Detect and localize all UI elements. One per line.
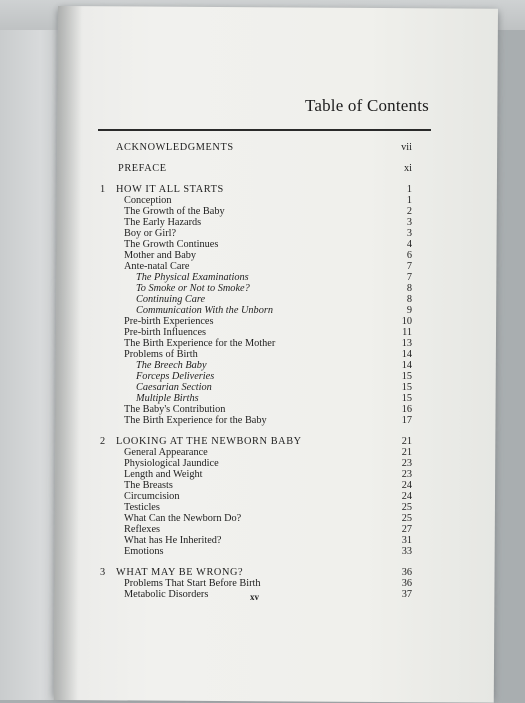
entry-title: PREFACE (118, 163, 167, 174)
chapter-number: 3 (100, 567, 106, 578)
entry-page-number: 17 (401, 415, 412, 426)
entry-page-number: 16 (401, 404, 412, 415)
entry-title: Ante-natal Care (124, 261, 190, 272)
toc-entry (100, 447, 412, 458)
entry-page-number: 7 (406, 261, 412, 272)
entry-page-number: 1 (406, 184, 412, 195)
toc-entry (100, 228, 412, 239)
toc-entry (100, 458, 412, 469)
entry-page-number: 27 (401, 524, 412, 535)
entry-title: Pre-birth Experiences (124, 316, 214, 327)
entry-title: The Growth of the Baby (124, 206, 225, 217)
entry-title: ACKNOWLEDGMENTS (116, 142, 234, 153)
toc-entry (100, 480, 412, 491)
entry-title: WHAT MAY BE WRONG? (116, 567, 244, 578)
entry-title: The Birth Experience for the Baby (124, 415, 267, 426)
entry-title: The Growth Continues (124, 239, 219, 250)
chapter-number: 1 (100, 184, 106, 195)
toc-entry (100, 338, 412, 349)
toc-entry (100, 250, 412, 261)
entry-title: Testicles (124, 502, 160, 513)
entry-title: Communication With the Unborn (136, 305, 274, 316)
entry-page-number: 2 (406, 206, 412, 217)
entry-page-number: 6 (406, 250, 412, 261)
entry-title: The Physical Examinations (136, 272, 249, 283)
toc-entry (100, 239, 412, 250)
entry-page-number: 3 (406, 228, 412, 239)
entry-page-number: 31 (401, 535, 412, 546)
toc-entry (100, 393, 412, 404)
entry-title: Caesarian Section (136, 382, 212, 393)
entry-title: Boy or Girl? (124, 228, 177, 239)
entry-title: Emotions (124, 546, 164, 557)
toc-entry (100, 404, 412, 415)
entry-page-number: 8 (406, 283, 412, 294)
entry-title: Physiological Jaundice (124, 458, 219, 469)
entry-page-number: 24 (401, 480, 412, 491)
entry-title: Metabolic Disorders (124, 589, 209, 600)
entry-page-number: 1 (406, 195, 412, 206)
entry-title: What Can the Newborn Do? (124, 513, 242, 524)
entry-title: Pre-birth Influences (124, 327, 207, 338)
page-title: Table of Contents (304, 96, 429, 115)
entry-page-number: 14 (401, 360, 412, 371)
toc-entry (100, 567, 412, 578)
toc-entry (100, 349, 412, 360)
entry-title: Continuing Care (136, 294, 206, 305)
toc-entry (100, 217, 412, 228)
toc-entry (100, 195, 412, 206)
toc-entry (100, 272, 412, 283)
entry-page-number: 8 (406, 294, 412, 305)
entry-title: The Birth Experience for the Mother (124, 338, 276, 349)
entry-title: Problems of Birth (124, 349, 198, 360)
entry-page-number: 25 (401, 502, 412, 513)
entry-page-number: 10 (401, 316, 412, 327)
entry-title: HOW IT ALL STARTS (116, 184, 224, 195)
toc-entry (100, 327, 412, 338)
entry-page-number: 13 (401, 338, 412, 349)
entry-title: Reflexes (124, 524, 161, 535)
entry-title: Conception (124, 195, 172, 206)
entry-title: Multiple Births (136, 393, 199, 404)
entry-title: What has He Inherited? (124, 535, 222, 546)
entry-title: To Smoke or Not to Smoke? (136, 283, 250, 294)
entry-title: The Breasts (124, 480, 173, 491)
entry-title: Problems That Start Before Birth (124, 578, 261, 589)
toc-entry (100, 502, 412, 513)
entry-page-number: 9 (406, 305, 412, 316)
toc-entry (100, 261, 412, 272)
entry-title: Circumcision (124, 491, 180, 502)
entry-page-number: 15 (401, 393, 412, 404)
toc-entry (100, 469, 412, 480)
entry-title: Forceps Deliveries (136, 371, 215, 382)
entry-title: The Baby's Contribution (124, 404, 226, 415)
entry-title: Mother and Baby (124, 250, 197, 261)
toc-entry (100, 382, 412, 393)
entry-page-number: 37 (401, 589, 412, 600)
entry-page-number: 24 (401, 491, 412, 502)
toc-entry (100, 163, 412, 174)
toc-entry (100, 535, 412, 546)
toc-entry (100, 436, 412, 447)
page-folio: xv (250, 592, 259, 602)
entry-page-number: 4 (406, 239, 412, 250)
entry-page-number: 15 (401, 382, 412, 393)
toc-entry (100, 294, 412, 305)
toc-entry (100, 206, 412, 217)
entry-title: Length and Weight (124, 469, 203, 480)
entry-page-number: 23 (401, 458, 412, 469)
toc-entry (100, 513, 412, 524)
entry-page-number: 21 (401, 436, 412, 447)
toc-entry (100, 305, 412, 316)
entry-title: The Breech Baby (136, 360, 207, 371)
entry-page-number: 21 (401, 447, 412, 458)
entry-page-number: 23 (401, 469, 412, 480)
entry-page-number: 36 (401, 578, 412, 589)
toc-entry (100, 546, 412, 557)
title-rule (98, 129, 431, 131)
entry-title: LOOKING AT THE NEWBORN BABY (116, 436, 302, 447)
entry-page-number: 15 (401, 371, 412, 382)
toc-entry (100, 524, 412, 535)
entry-page-number: 11 (402, 327, 412, 338)
toc-entry (100, 360, 412, 371)
entry-page-number: 14 (401, 349, 412, 360)
entry-title: The Early Hazards (124, 217, 202, 228)
toc-entry (100, 415, 412, 426)
toc-entry (100, 371, 412, 382)
toc-entry (100, 184, 412, 195)
entry-page-number: 3 (406, 217, 412, 228)
chapter-number: 2 (100, 436, 106, 447)
entry-page-number: 36 (401, 567, 412, 578)
toc-entry (100, 142, 412, 153)
toc-entry (100, 491, 412, 502)
entry-page-number: vii (401, 142, 412, 153)
entry-page-number: 33 (401, 546, 412, 557)
entry-title: General Appearance (124, 447, 208, 458)
table-of-contents (100, 134, 412, 600)
entry-page-number: 25 (401, 513, 412, 524)
entry-page-number: xi (403, 163, 412, 174)
toc-entry (100, 578, 412, 589)
entry-page-number: 7 (406, 272, 412, 283)
toc-entry (100, 283, 412, 294)
toc-entry (100, 316, 412, 327)
page-gutter (54, 6, 82, 700)
